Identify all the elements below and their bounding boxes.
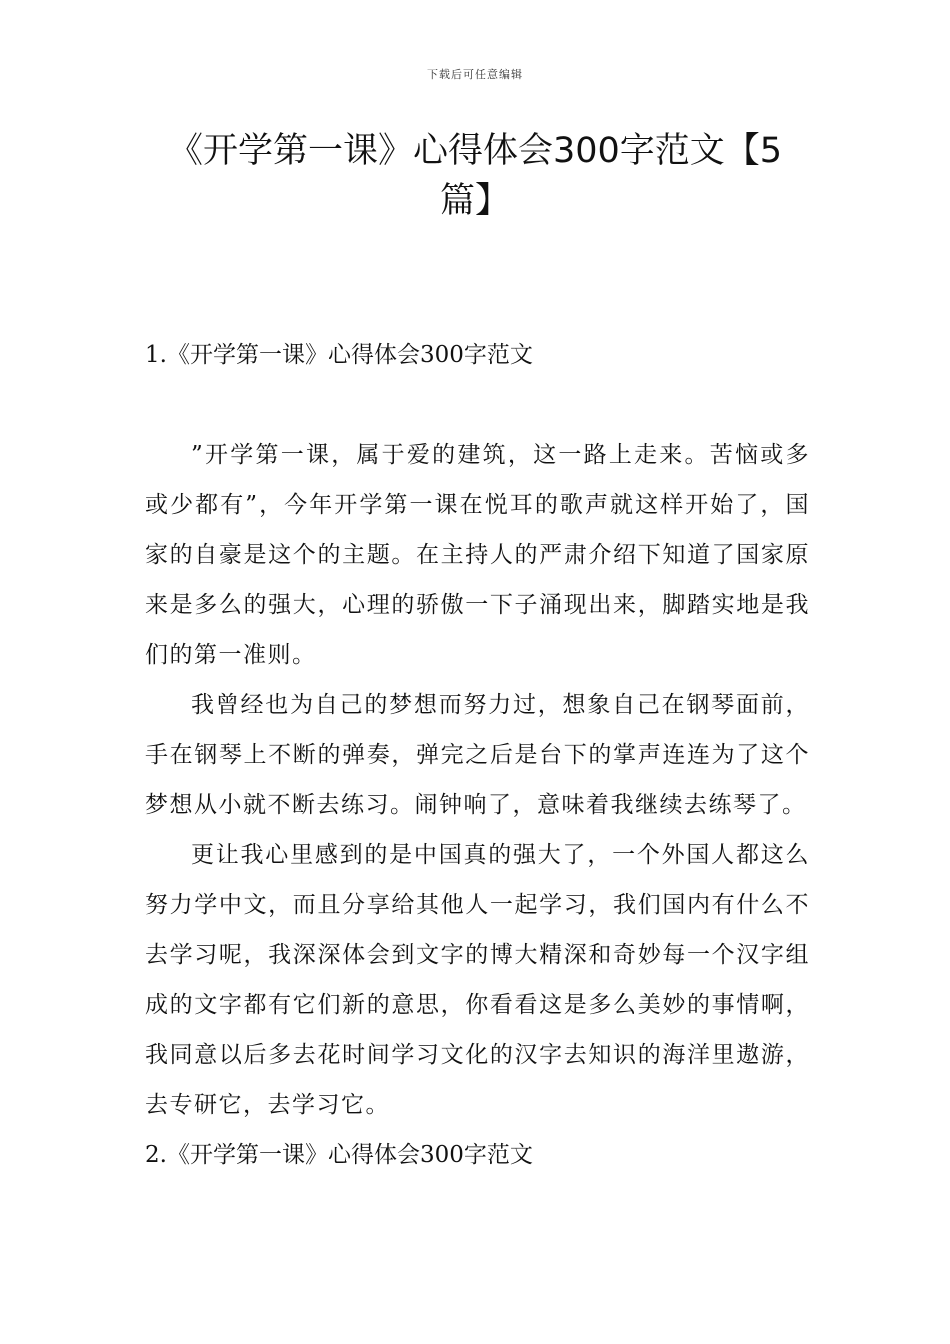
section-heading-1: 1.《开学第一课》心得体会300字范文 <box>145 342 533 368</box>
document-body <box>145 330 810 1180</box>
paragraph-2: 我曾经也为自己的梦想而努力过，想象自己在钢琴面前，手在钢琴上不断的弹奏，弹完之后是台下的掌声连连为了这个梦想从小就不断去练习。闹钟响了，意味着我继续去练琴了。 <box>145 692 810 818</box>
paragraph-1: ”开学第一课，属于爱的建筑，这一路上走来。苦恼或多或少都有”，今年开学第一课在悦耳的歌声就这样开始了，国家的自豪是这个的主题。在主持人的严肃介绍下知道了国家原来是多么的强大，心理的骄傲一下子涌现出来，脚踏实地是我们的第一准则。 <box>145 442 810 668</box>
document-title: 《开学第一课》心得体会300字范文【5篇】 <box>167 131 783 221</box>
header-note: 下载后可任意编辑 <box>427 68 523 81</box>
section-heading-2: 2.《开学第一课》心得体会300字范文 <box>145 1142 533 1168</box>
paragraph-3: 更让我心里感到的是中国真的强大了，一个外国人都这么努力学中文，而且分享给其他人一起学习，我们国内有什么不去学习呢，我深深体会到文字的博大精深和奇妙每一个汉字组成的文字都有它们新的意思，你看看这是多么美妙的事情啊，我同意以后多去花时间学习文化的汉字去知识的海洋里遨游，去专研它，去学习它。 <box>145 842 810 1118</box>
